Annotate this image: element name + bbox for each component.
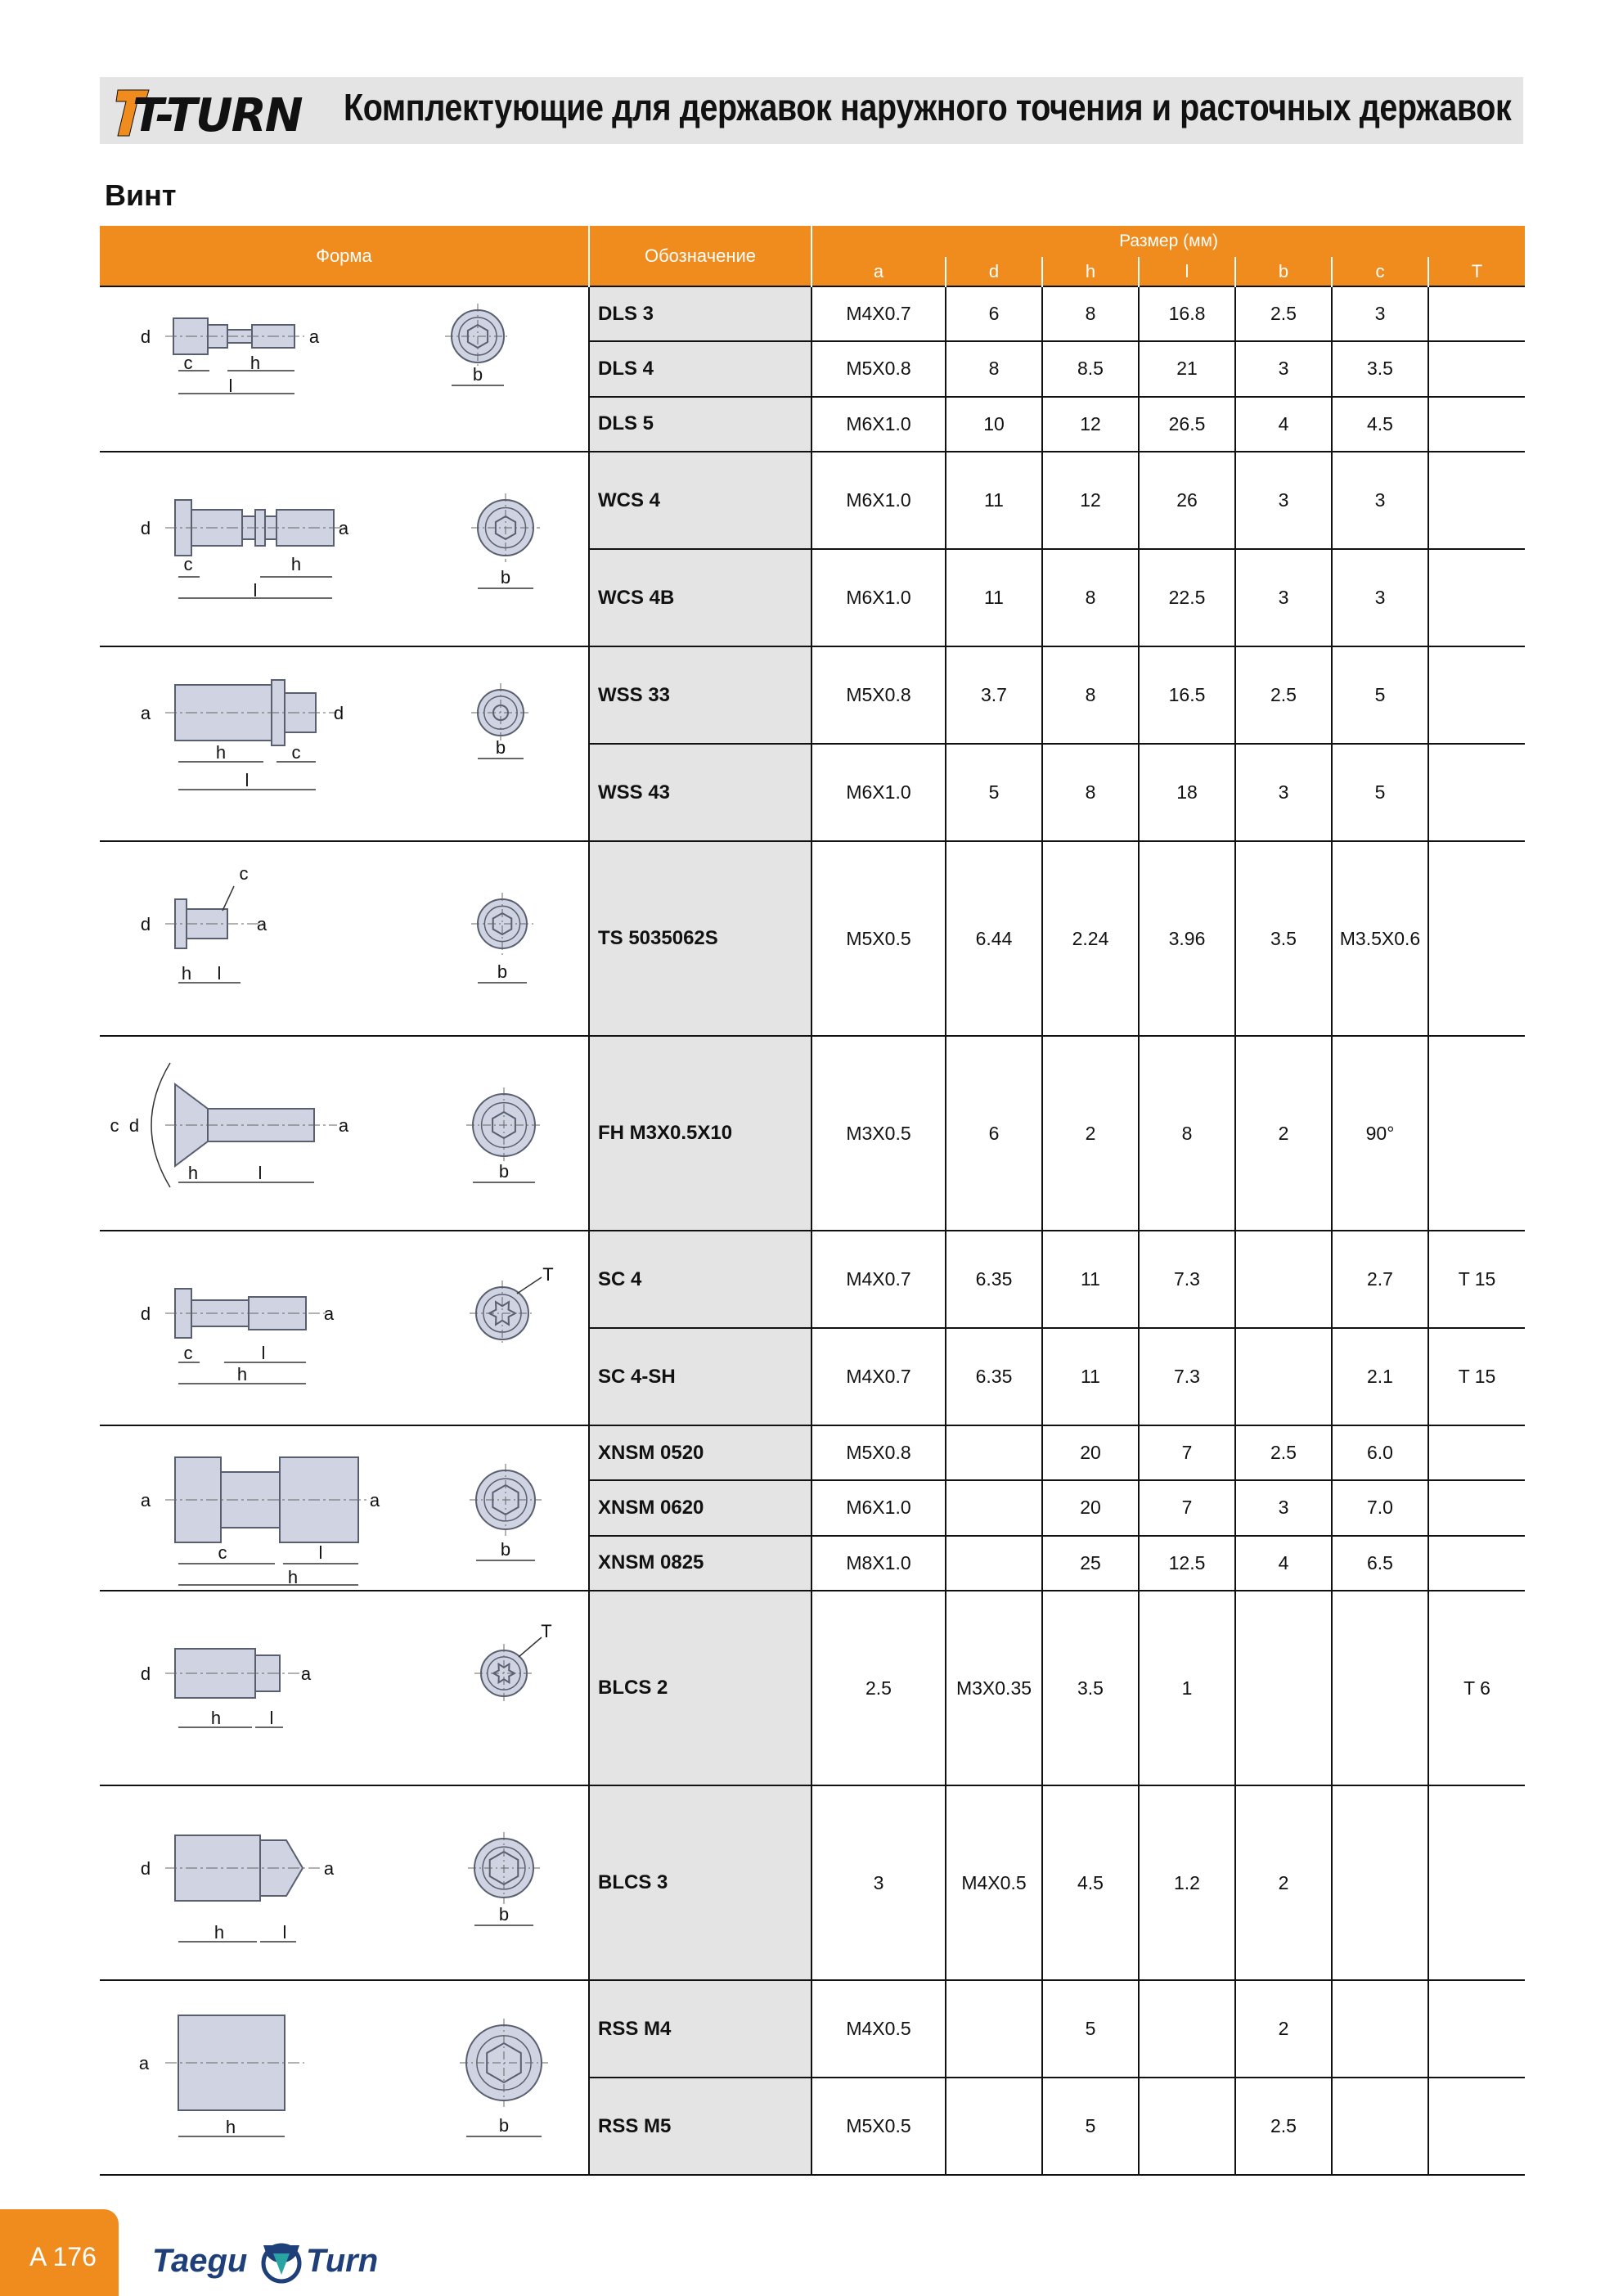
logo-left-text: Taegu: [152, 2243, 248, 2279]
value-cell-a: M6X1.0: [812, 744, 946, 841]
value-cell-l: 7.3: [1139, 1231, 1235, 1328]
value-cell-l: 26.5: [1139, 397, 1235, 452]
page-number: A 176: [29, 2242, 97, 2271]
designation-cell: SC 4: [589, 1231, 812, 1328]
dim-label-h: h: [236, 1364, 248, 1384]
designation-cell: BLCS 3: [589, 1785, 812, 1980]
value-cell-h: 2: [1042, 1036, 1139, 1231]
shape-drawing-blcs3: [100, 1785, 589, 1980]
designation-cell: DLS 5: [589, 397, 812, 452]
value-cell-d: 3.7: [946, 646, 1042, 744]
drawing-sc: [100, 1231, 589, 1425]
dim-label-a: a: [138, 2053, 150, 2073]
value-cell-l: 18: [1139, 744, 1235, 841]
logo-right-text: Turn: [306, 2243, 379, 2279]
dim-label-d: d: [140, 518, 151, 538]
value-cell-T: [1428, 1036, 1525, 1231]
value-cell-h: 8: [1042, 286, 1139, 341]
col-a-header: a: [812, 257, 946, 286]
dim-label-l: l: [318, 1542, 323, 1563]
value-cell-a: M4X0.7: [812, 1231, 946, 1328]
col-h-header: h: [1042, 257, 1139, 286]
value-cell-c: 3: [1332, 549, 1428, 646]
value-cell-l: 21: [1139, 341, 1235, 396]
value-cell-d: 8: [946, 341, 1042, 396]
dim-label-c: c: [239, 863, 249, 884]
value-cell-c: 2.7: [1332, 1231, 1428, 1328]
end-view-icon: [466, 1087, 542, 1163]
value-cell-h: 8.5: [1042, 341, 1139, 396]
value-cell-d: M3X0.35: [946, 1591, 1042, 1785]
value-cell-b: 2: [1235, 1980, 1332, 2078]
value-cell-h: 5: [1042, 1980, 1139, 2078]
dim-label-b: b: [500, 1539, 511, 1560]
value-cell-d: 6: [946, 1036, 1042, 1231]
designation-cell: SC 4-SH: [589, 1328, 812, 1425]
drawing-fh: [100, 1037, 589, 1230]
page-title: Комплектующие для державок наружного точения и расточных державок: [344, 86, 1512, 128]
dim-label-h: h: [210, 1708, 222, 1728]
value-cell-b: 2: [1235, 1036, 1332, 1231]
value-cell-T: [1428, 841, 1525, 1036]
logo-emblem-icon: [263, 2245, 299, 2281]
value-cell-d: 6.35: [946, 1231, 1042, 1328]
screw-spec-table: [100, 226, 1525, 2176]
table-row: [100, 1591, 1525, 1785]
value-cell-a: M8X1.0: [812, 1536, 946, 1591]
value-cell-l: 1: [1139, 1591, 1235, 1785]
value-cell-T: [1428, 286, 1525, 341]
dim-label-d: d: [333, 703, 344, 723]
designation-cell: BLCS 2: [589, 1591, 812, 1785]
value-cell-a: M6X1.0: [812, 452, 946, 549]
dim-label-d: d: [140, 1303, 151, 1324]
shape-drawing-blcs2: [100, 1591, 589, 1785]
brand-logo: [113, 82, 321, 141]
value-cell-c: 5: [1332, 744, 1428, 841]
table-row: [100, 1785, 1525, 1980]
dim-label-d: d: [128, 1115, 140, 1136]
value-cell-h: 8: [1042, 549, 1139, 646]
dim-label-c: c: [183, 554, 193, 574]
value-cell-b: [1235, 1231, 1332, 1328]
dim-label-b: b: [472, 364, 483, 385]
dim-label-l: l: [282, 1922, 287, 1943]
value-cell-d: [946, 1425, 1042, 1480]
shape-drawing-rss: [100, 1980, 589, 2175]
value-cell-h: 25: [1042, 1536, 1139, 1591]
dim-label-h: h: [225, 2117, 236, 2137]
value-cell-b: 3.5: [1235, 841, 1332, 1036]
value-cell-h: 20: [1042, 1425, 1139, 1480]
value-cell-a: M3X0.5: [812, 1036, 946, 1231]
value-cell-c: M3.5X0.6: [1332, 841, 1428, 1036]
value-cell-c: 7.0: [1332, 1480, 1428, 1535]
shape-drawing-ts: [100, 841, 589, 1036]
value-cell-l: 7.3: [1139, 1328, 1235, 1425]
dim-label-d: d: [140, 914, 151, 934]
dim-label-a: a: [338, 1115, 349, 1136]
value-cell-a: 3: [812, 1785, 946, 1980]
value-cell-T: [1428, 397, 1525, 452]
value-cell-c: 4.5: [1332, 397, 1428, 452]
designation-cell: XNSM 0520: [589, 1425, 812, 1480]
value-cell-d: 6.44: [946, 841, 1042, 1036]
value-cell-l: 3.96: [1139, 841, 1235, 1036]
table-row: [100, 286, 1525, 341]
dim-label-l: l: [217, 963, 222, 984]
value-cell-l: [1139, 1980, 1235, 2078]
dim-label-a: a: [323, 1303, 335, 1324]
value-cell-h: 11: [1042, 1328, 1139, 1425]
designation-cell: XNSM 0620: [589, 1480, 812, 1535]
value-cell-l: 26: [1139, 452, 1235, 549]
dim-label-c: c: [183, 1343, 193, 1363]
drawing-dls: [100, 287, 589, 451]
value-cell-l: 7: [1139, 1425, 1235, 1480]
value-cell-b: 4: [1235, 1536, 1332, 1591]
dim-label-b: b: [498, 1161, 510, 1182]
value-cell-b: 3: [1235, 452, 1332, 549]
designation-cell: WCS 4: [589, 452, 812, 549]
dim-label-c: c: [183, 353, 193, 373]
value-cell-T: [1428, 452, 1525, 549]
value-cell-d: 5: [946, 744, 1042, 841]
drawing-ts: [100, 842, 589, 1035]
value-cell-a: M6X1.0: [812, 549, 946, 646]
table-row: [100, 841, 1525, 1036]
value-cell-d: [946, 1536, 1042, 1591]
dim-label-T: T: [542, 1264, 554, 1285]
value-cell-c: 2.1: [1332, 1328, 1428, 1425]
value-cell-c: [1332, 1591, 1428, 1785]
dim-label-l: l: [269, 1708, 274, 1728]
value-cell-h: 4.5: [1042, 1785, 1139, 1980]
value-cell-h: 3.5: [1042, 1591, 1139, 1785]
value-cell-b: 2.5: [1235, 1425, 1332, 1480]
designation-cell: WSS 33: [589, 646, 812, 744]
value-cell-T: [1428, 341, 1525, 396]
value-cell-d: [946, 1480, 1042, 1535]
value-cell-d: [946, 2078, 1042, 2175]
dim-label-l: l: [258, 1163, 263, 1183]
dim-label-a: a: [338, 518, 349, 538]
dim-label-c: c: [110, 1115, 119, 1136]
value-cell-a: M5X0.5: [812, 841, 946, 1036]
value-cell-c: 3.5: [1332, 341, 1428, 396]
value-cell-l: 16.8: [1139, 286, 1235, 341]
drawing-xnsm: [100, 1426, 589, 1590]
value-cell-h: 12: [1042, 397, 1139, 452]
value-cell-a: M4X0.5: [812, 1980, 946, 2078]
value-cell-l: 12.5: [1139, 1536, 1235, 1591]
dim-label-h: h: [214, 1922, 225, 1943]
value-cell-b: 3: [1235, 341, 1332, 396]
value-cell-d: 11: [946, 549, 1042, 646]
dim-label-d: d: [140, 1663, 151, 1684]
value-cell-a: M6X1.0: [812, 1480, 946, 1535]
shape-drawing-wss: [100, 646, 589, 841]
end-view-icon: [471, 683, 530, 742]
value-cell-l: 8: [1139, 1036, 1235, 1231]
value-cell-b: 3: [1235, 1480, 1332, 1535]
value-cell-l: 16.5: [1139, 646, 1235, 744]
col-shape-header: Форма: [100, 226, 589, 286]
end-view-icon: [460, 2019, 548, 2107]
dim-label-h: h: [250, 353, 261, 373]
value-cell-d: [946, 1980, 1042, 2078]
dim-label-b: b: [498, 1904, 510, 1925]
value-cell-b: 2.5: [1235, 2078, 1332, 2175]
designation-cell: FH M3X0.5X10: [589, 1036, 812, 1231]
taegu-turn-logo: [152, 2234, 389, 2286]
dim-label-c: c: [218, 1542, 227, 1563]
value-cell-d: 6: [946, 286, 1042, 341]
value-cell-l: [1139, 2078, 1235, 2175]
value-cell-a: M5X0.5: [812, 2078, 946, 2175]
brand-text: T-TURN: [133, 89, 302, 141]
drawing-blcs3: [100, 1786, 589, 1979]
table-row: [100, 1231, 1525, 1328]
designation-cell: WSS 43: [589, 744, 812, 841]
dim-label-l: l: [228, 376, 233, 396]
end-view-icon: [470, 1281, 535, 1346]
shape-drawing-fh: [100, 1036, 589, 1231]
value-cell-b: 3: [1235, 744, 1332, 841]
value-cell-d: M4X0.5: [946, 1785, 1042, 1980]
value-cell-l: 22.5: [1139, 549, 1235, 646]
shape-drawing-sc: [100, 1231, 589, 1425]
value-cell-T: T 15: [1428, 1231, 1525, 1328]
value-cell-b: 2: [1235, 1785, 1332, 1980]
value-cell-c: [1332, 1785, 1428, 1980]
value-cell-a: M6X1.0: [812, 397, 946, 452]
value-cell-c: 5: [1332, 646, 1428, 744]
col-c-header: c: [1332, 257, 1428, 286]
value-cell-T: [1428, 646, 1525, 744]
shape-drawing-xnsm: [100, 1425, 589, 1591]
value-cell-a: M5X0.8: [812, 341, 946, 396]
value-cell-a: M4X0.7: [812, 286, 946, 341]
dim-label-a: a: [140, 1490, 151, 1510]
value-cell-d: 6.35: [946, 1328, 1042, 1425]
table-row: [100, 1425, 1525, 1480]
dim-label-d: d: [140, 326, 151, 347]
drawing-blcs2: [100, 1591, 589, 1785]
dim-label-a: a: [140, 703, 151, 723]
dim-label-h: h: [290, 554, 302, 574]
value-cell-a: 2.5: [812, 1591, 946, 1785]
section-title: Винт: [105, 178, 177, 212]
dim-label-b: b: [498, 2115, 510, 2136]
value-cell-h: 5: [1042, 2078, 1139, 2175]
dim-label-b: b: [495, 737, 506, 758]
shape-drawing-wcs: [100, 452, 589, 646]
value-cell-c: 3: [1332, 452, 1428, 549]
designation-cell: RSS M5: [589, 2078, 812, 2175]
designation-cell: DLS 3: [589, 286, 812, 341]
dim-label-d: d: [140, 1858, 151, 1879]
dim-label-h: h: [287, 1567, 299, 1587]
dim-label-h: h: [181, 963, 192, 984]
value-cell-h: 8: [1042, 646, 1139, 744]
table-row: [100, 452, 1525, 549]
designation-cell: TS 5035062S: [589, 841, 812, 1036]
end-view-icon: [471, 493, 540, 562]
dim-label-h: h: [187, 1163, 199, 1183]
dim-label-T: T: [541, 1621, 552, 1641]
shape-drawing-dls: [100, 286, 589, 452]
dim-label-b: b: [500, 567, 511, 588]
dim-label-h: h: [215, 742, 227, 763]
col-designation-header: Обозначение: [589, 226, 812, 286]
value-cell-b: 2.5: [1235, 286, 1332, 341]
designation-cell: DLS 4: [589, 341, 812, 396]
end-view-icon: [445, 304, 510, 369]
col-l-header: l: [1139, 257, 1235, 286]
col-size-header: Размер (мм): [812, 226, 1525, 257]
dim-label-b: b: [497, 961, 508, 982]
table-row: [100, 646, 1525, 744]
value-cell-b: 4: [1235, 397, 1332, 452]
end-view-icon: [468, 1832, 540, 1904]
col-T-header: T: [1428, 257, 1525, 286]
dim-label-a: a: [323, 1858, 335, 1879]
value-cell-T: [1428, 1536, 1525, 1591]
value-cell-c: 3: [1332, 286, 1428, 341]
drawing-wcs: [100, 452, 589, 646]
value-cell-c: 6.0: [1332, 1425, 1428, 1480]
value-cell-T: [1428, 549, 1525, 646]
value-cell-T: T 6: [1428, 1591, 1525, 1785]
value-cell-T: [1428, 1785, 1525, 1980]
value-cell-h: 2.24: [1042, 841, 1139, 1036]
designation-cell: RSS M4: [589, 1980, 812, 2078]
value-cell-l: 7: [1139, 1480, 1235, 1535]
value-cell-a: M5X0.8: [812, 1425, 946, 1480]
value-cell-c: [1332, 2078, 1428, 2175]
value-cell-b: 3: [1235, 549, 1332, 646]
value-cell-h: 12: [1042, 452, 1139, 549]
dim-label-l: l: [253, 580, 258, 601]
value-cell-T: [1428, 744, 1525, 841]
dim-label-a: a: [300, 1663, 312, 1684]
dim-label-a: a: [308, 326, 320, 347]
dim-label-l: l: [261, 1343, 266, 1363]
dim-label-a: a: [256, 914, 268, 934]
value-cell-c: 90°: [1332, 1036, 1428, 1231]
dim-label-c: c: [291, 742, 301, 763]
drawing-wss: [100, 647, 589, 840]
value-cell-b: 2.5: [1235, 646, 1332, 744]
col-b-header: b: [1235, 257, 1332, 286]
value-cell-b: [1235, 1591, 1332, 1785]
value-cell-T: [1428, 1425, 1525, 1480]
table-header: [100, 226, 1525, 286]
value-cell-T: T 15: [1428, 1328, 1525, 1425]
value-cell-l: 1.2: [1139, 1785, 1235, 1980]
designation-cell: XNSM 0825: [589, 1536, 812, 1591]
col-d-header: d: [946, 257, 1042, 286]
value-cell-a: M5X0.8: [812, 646, 946, 744]
value-cell-h: 8: [1042, 744, 1139, 841]
dim-label-l: l: [245, 770, 250, 790]
end-view-icon: [470, 1464, 542, 1536]
value-cell-h: 20: [1042, 1480, 1139, 1535]
drawing-rss: [100, 1981, 589, 2174]
table-body: [100, 286, 1525, 2175]
value-cell-T: [1428, 2078, 1525, 2175]
table-row: [100, 1980, 1525, 2078]
value-cell-b: [1235, 1328, 1332, 1425]
end-view-icon: [471, 893, 533, 955]
value-cell-T: [1428, 1480, 1525, 1535]
value-cell-d: 10: [946, 397, 1042, 452]
table-row: [100, 1036, 1525, 1231]
designation-cell: WCS 4B: [589, 549, 812, 646]
dim-label-a: a: [369, 1490, 380, 1510]
value-cell-a: M4X0.7: [812, 1328, 946, 1425]
value-cell-T: [1428, 1980, 1525, 2078]
value-cell-c: 6.5: [1332, 1536, 1428, 1591]
value-cell-h: 11: [1042, 1231, 1139, 1328]
value-cell-c: [1332, 1980, 1428, 2078]
value-cell-d: 11: [946, 452, 1042, 549]
